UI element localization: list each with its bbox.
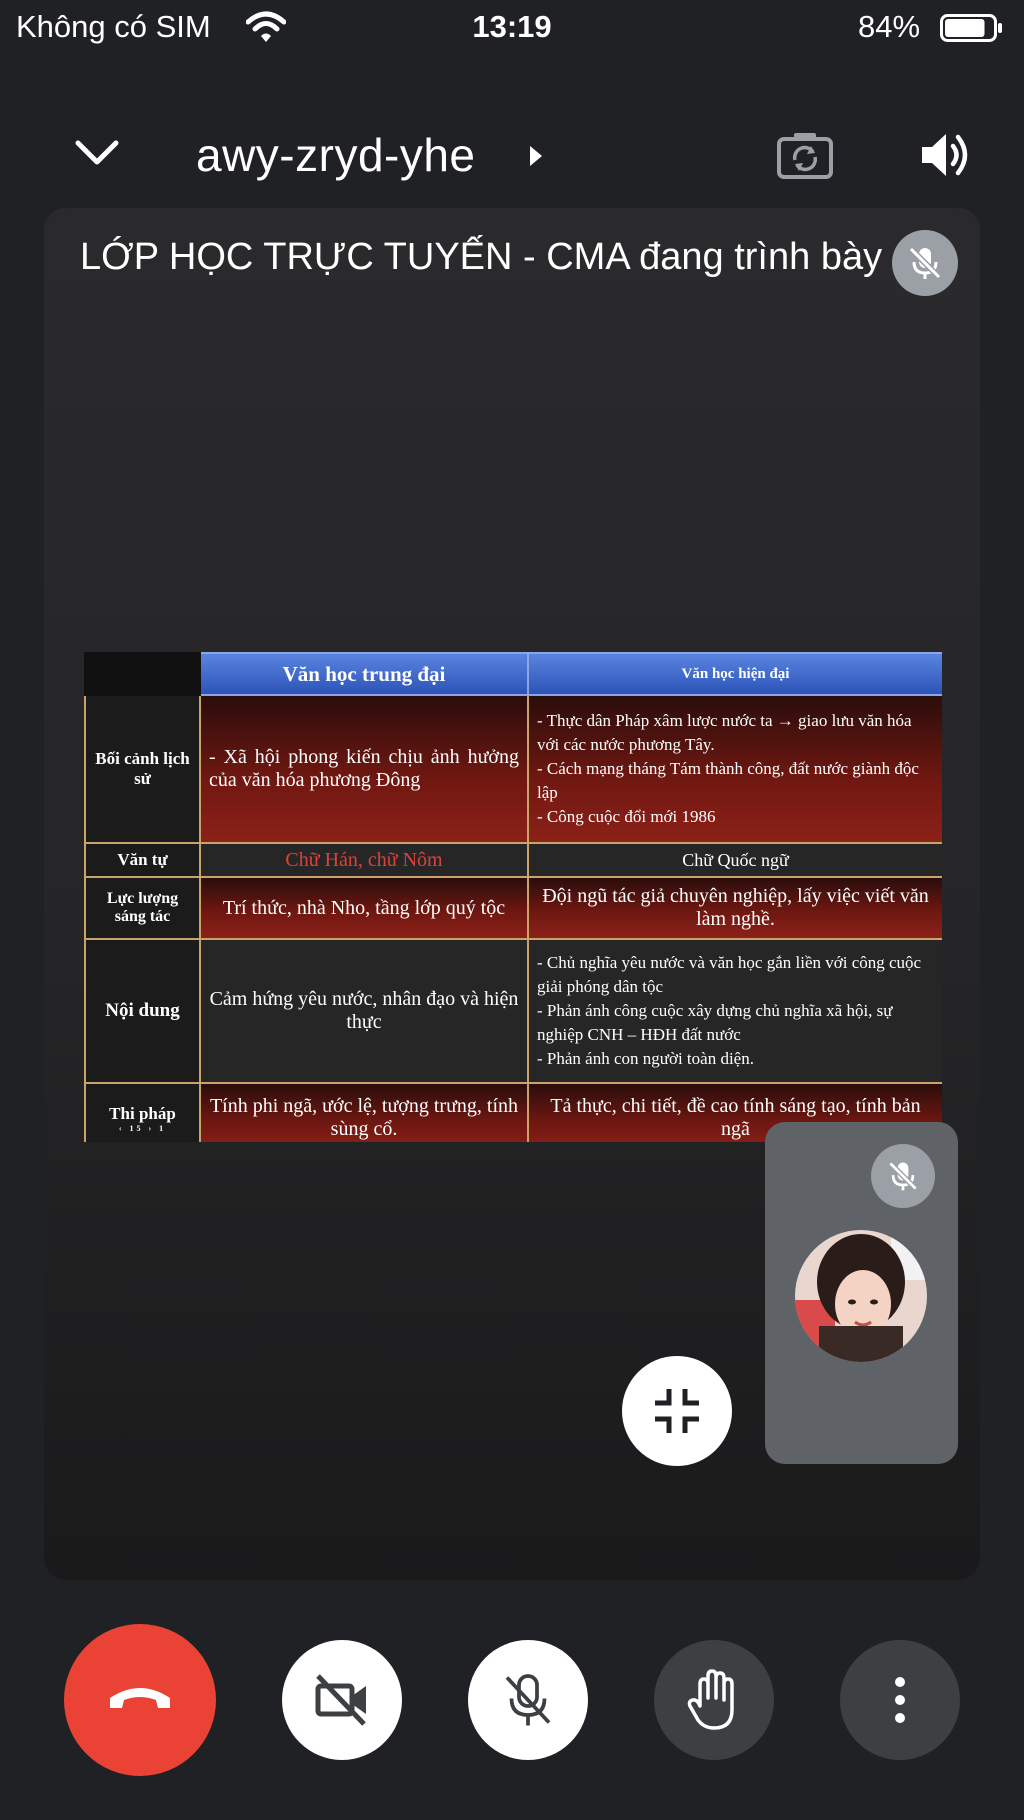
slide-row xyxy=(85,877,942,939)
slide-row-label: Lực lượng sáng tác xyxy=(85,877,200,939)
slide-cell xyxy=(528,939,942,1083)
status-bar xyxy=(0,0,1024,58)
more-options-button[interactable] xyxy=(840,1640,960,1760)
slide-bullet: - Công cuộc đổi mới 1986 xyxy=(537,807,716,826)
chevron-down-icon[interactable] xyxy=(74,138,120,168)
slide-row-label: Bối cảnh lịch sử xyxy=(85,695,200,843)
slide-bullet: - Phản ánh công cuộc xây dựng chủ nghĩa xã hội, sự nghiệp CNH – HĐH đất nước xyxy=(537,1001,893,1044)
clock: 13:19 xyxy=(472,9,552,44)
slide-cell: Trí thức, nhà Nho, tầng lớp quý tộc xyxy=(200,877,528,939)
meeting-code[interactable]: awy-zryd-yhe xyxy=(196,129,476,181)
slide-row xyxy=(85,695,942,843)
mic-off-icon xyxy=(498,1668,558,1732)
presenter-mic-off-icon xyxy=(892,230,958,296)
raise-hand-button[interactable] xyxy=(654,1640,774,1760)
slide-cell xyxy=(528,695,942,843)
slide-bullet: - Phản ánh con người toàn diện. xyxy=(537,1049,754,1068)
slide-table xyxy=(84,652,942,1142)
camera-off-button[interactable] xyxy=(282,1640,402,1760)
slide-page-indicator: ‹ 15 › 1 xyxy=(118,1123,167,1133)
camera-off-icon xyxy=(310,1668,374,1732)
slide-bullet: - Cách mạng tháng Tám thành công, đất nước giành độc lập xyxy=(537,759,919,802)
carrier-label: Không có SIM xyxy=(16,9,211,44)
slide-row-label: Văn tự xyxy=(85,843,200,877)
more-vert-icon xyxy=(892,1676,908,1724)
battery-percent: 84% xyxy=(858,9,921,44)
self-mic-off-icon xyxy=(871,1144,935,1208)
slide-bullet: - Chủ nghĩa yêu nước và văn học gắn liền với công cuộc giải phóng dân tộc xyxy=(537,953,922,996)
slide-cell: Chữ Hán, chữ Nôm xyxy=(200,843,528,877)
play-triangle-icon[interactable] xyxy=(528,144,544,168)
slide-cell: Đội ngũ tác giả chuyên nghiệp, lấy việc viết văn làm nghề. xyxy=(528,877,942,939)
slide-header-cell: Văn học trung đại xyxy=(200,653,528,695)
speaker-icon[interactable] xyxy=(918,128,974,182)
slide-row xyxy=(85,843,942,877)
shared-slide xyxy=(84,652,942,1142)
slide-header-blank xyxy=(85,653,200,695)
hang-up-icon xyxy=(104,1672,176,1728)
slide-header-row xyxy=(85,653,942,695)
switch-camera-icon[interactable] xyxy=(776,130,834,180)
slide-cell: Chữ Quốc ngữ xyxy=(528,843,942,877)
end-call-button[interactable] xyxy=(64,1624,216,1776)
slide-bullet: - Thực dân Pháp xâm lược nước ta → giao lưu văn hóa với các nước phương Tây. xyxy=(537,711,912,754)
slide-row-label xyxy=(85,1083,200,1142)
slide-cell: Cảm hứng yêu nước, nhân đạo và hiện thực xyxy=(200,939,528,1083)
slide-row xyxy=(85,939,942,1083)
slide-cell: Tả thực, chi tiết, đề cao tính sáng tạo, tính bản ngã xyxy=(528,1083,942,1142)
collapse-button[interactable] xyxy=(622,1356,732,1466)
raise-hand-icon xyxy=(686,1668,742,1732)
mic-off-button[interactable] xyxy=(468,1640,588,1760)
slide-row-label: Nội dung xyxy=(85,939,200,1083)
self-view-tile[interactable] xyxy=(765,1122,958,1464)
slide-row-label-text: Thi pháp xyxy=(109,1103,176,1123)
presenter-label: LỚP HỌC TRỰC TUYẾN - CMA đang trình bày xyxy=(80,236,883,278)
slide-cell: - Xã hội phong kiến chịu ảnh hưởng của văn hóa phương Đông xyxy=(200,695,528,843)
battery-icon xyxy=(940,14,1004,42)
avatar xyxy=(795,1230,927,1362)
slide-header-cell: Văn học hiện đại xyxy=(528,653,942,695)
meeting-top-bar xyxy=(0,110,1024,200)
collapse-icon xyxy=(651,1385,703,1437)
slide-cell: Tính phi ngã, ước lệ, tượng trưng, tính sùng cổ. xyxy=(200,1083,528,1142)
